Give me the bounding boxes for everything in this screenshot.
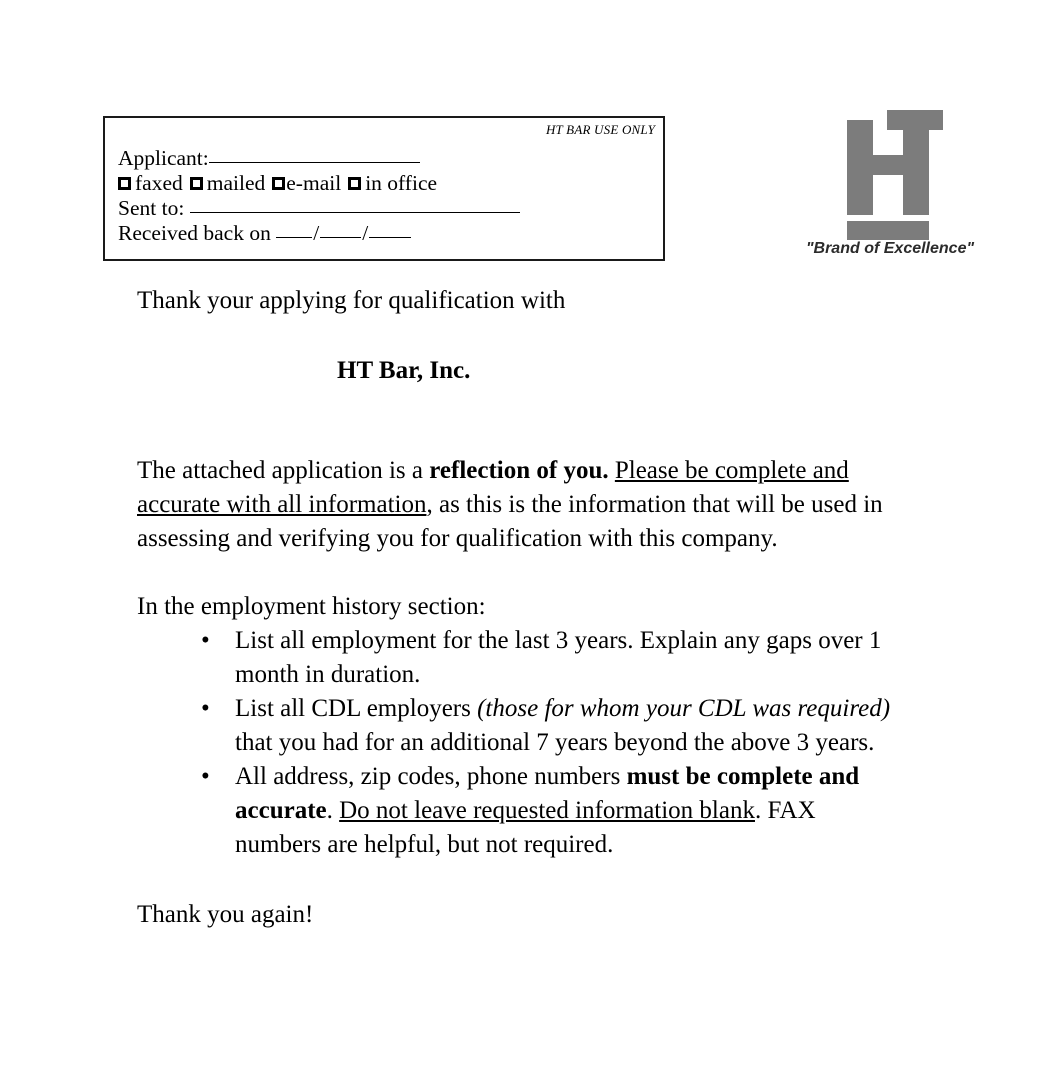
para1-bold-reflection: reflection of you. — [429, 457, 609, 484]
bullet-3-bold-must-be-complete: must be complete and accurate — [235, 763, 860, 824]
ht-monogram-icon — [837, 104, 943, 230]
office-use-box — [103, 116, 665, 261]
logo-t-topbar — [887, 110, 943, 130]
para1-segment-5: , as this is the information that will be used in assessing and verifying you for qualification with this company. — [137, 491, 883, 552]
checkbox-option-email[interactable] — [272, 171, 341, 195]
letter-greeting: Thank your applying for qualification with — [137, 287, 566, 314]
applicant-input-line[interactable] — [209, 162, 420, 163]
checkbox-label-in-office: in office — [365, 171, 438, 195]
received-back-row — [118, 221, 653, 246]
bullet-icon: • — [201, 695, 210, 722]
checkbox-empty-icon[interactable] — [190, 177, 203, 190]
logo-bottom-bar — [847, 221, 929, 240]
received-day-input-line[interactable] — [320, 237, 361, 238]
checkbox-empty-icon[interactable] — [348, 177, 361, 190]
sent-to-label: Sent to: — [118, 196, 185, 220]
company-name-heading: HT Bar, Inc. — [337, 357, 471, 384]
checkbox-label-faxed: faxed — [135, 171, 183, 195]
bullet-1-text: List all employment for the last 3 years. Explain any gaps over 1 month in duration. — [235, 627, 882, 688]
list-item — [201, 692, 907, 760]
bullet-3-segment-3: . — [326, 797, 340, 824]
bullet-icon: • — [201, 627, 210, 654]
letter-body — [137, 284, 907, 932]
checkbox-empty-icon[interactable] — [118, 177, 131, 190]
bullet-3-underline-do-not-leave-blank: Do not leave requested information blank — [339, 797, 755, 824]
logo-tagline: "Brand of Excellence" — [805, 240, 975, 257]
bullet-2-segment-1: List all CDL employers — [235, 695, 478, 722]
instruction-bullet-list — [137, 624, 907, 862]
list-item — [201, 760, 907, 862]
checkbox-option-in-office[interactable] — [348, 171, 437, 195]
received-back-label: Received back on — [118, 221, 271, 245]
date-separator-1: / — [313, 221, 320, 245]
bullet-2-italic-parenthetical: (those for whom your CDL was required) — [477, 695, 891, 722]
bullet-3-segment-5: . FAX numbers are helpful, but not required. — [235, 797, 816, 858]
para1-segment-1: The attached application is a — [137, 457, 430, 484]
employment-history-intro: In the employment history section: — [137, 593, 486, 620]
bullet-icon: • — [201, 763, 210, 790]
sent-to-input-line[interactable] — [190, 212, 520, 213]
received-month-input-line[interactable] — [276, 237, 312, 238]
para1-underline-complete-accurate: Please be complete and accurate with all information — [137, 457, 849, 518]
office-use-only-label: HT BAR USE ONLY — [545, 122, 655, 137]
delivery-method-row — [118, 171, 653, 196]
logo-h-crossbar — [847, 155, 929, 175]
bullet-3-segment-1: All address, zip codes, phone numbers — [235, 763, 627, 790]
received-year-input-line[interactable] — [369, 237, 411, 238]
office-use-fields — [118, 146, 653, 246]
applicant-label: Applicant: — [118, 146, 209, 170]
applicant-row — [118, 146, 653, 171]
company-logo — [790, 104, 990, 264]
checkbox-label-mailed: mailed — [206, 171, 266, 195]
list-item — [201, 624, 907, 692]
date-separator-2: / — [362, 221, 369, 245]
bullet-2-segment-3: that you had for an additional 7 years beyond the above 3 years. — [235, 729, 875, 756]
checkbox-option-faxed[interactable] — [118, 171, 183, 195]
letter-closing: Thank you again! — [137, 901, 314, 928]
checkbox-option-mailed[interactable] — [190, 171, 266, 195]
sent-to-row — [118, 196, 653, 221]
checkbox-label-email: e-mail — [286, 171, 342, 195]
letter-paragraph-1 — [137, 388, 907, 556]
checkbox-empty-icon[interactable] — [272, 177, 285, 190]
